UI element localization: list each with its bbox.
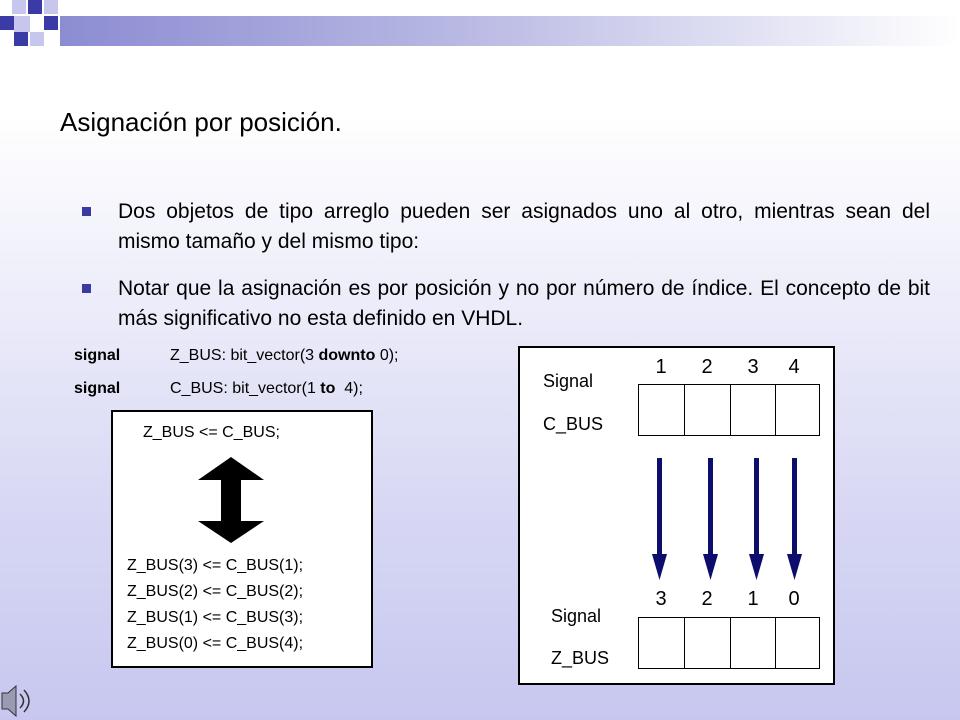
keyword-signal: signal [74,380,121,397]
z-bus-index: 2 [701,588,713,610]
c-bus-index: 3 [747,356,759,378]
bullet-text: Dos objetos de tipo arreglo pueden ser asignados uno al otro, mientras sean del mismo tamaño y del mismo tipo: [118,200,930,253]
declaration-text: C_BUS: bit_vector(1 [170,380,321,397]
bullet-text: Notar que la asignación es por posición y no por número de índice. El concepto de bit más significativo no esta definido en VHDL. [118,277,930,330]
z-bus-index: 0 [788,588,800,610]
declaration-text: 0); [375,347,399,364]
declaration-text: Z_BUS: bit_vector(3 [170,347,319,364]
assignment-line: Z_BUS(2) <= C_BUS(2); [127,583,304,600]
z-bus-signal-label: Signal [551,606,602,626]
slide-title: Asignación por posición. [60,107,342,137]
c-bus-signal-label: Signal [543,371,594,391]
c-bus-index: 4 [788,356,800,378]
z-bus-name-label: Z_BUS [551,648,610,668]
c-bus-name-label: C_BUS [543,414,604,434]
assignment-statement: Z_BUS <= C_BUS; [143,424,280,441]
assignment-line: Z_BUS(1) <= C_BUS(3); [127,609,304,626]
declaration-text: 4); [335,380,363,397]
assignment-line: Z_BUS(0) <= C_BUS(4); [127,635,304,652]
c-bus-index: 1 [655,356,667,378]
keyword-signal: signal [74,347,121,364]
assignment-line: Z_BUS(3) <= C_BUS(1); [127,557,304,574]
z-bus-index: 3 [655,588,667,610]
c-bus-index: 2 [701,356,713,378]
keyword-to: to [320,380,336,397]
keyword-downto: downto [318,347,376,364]
z-bus-index: 1 [747,588,759,610]
